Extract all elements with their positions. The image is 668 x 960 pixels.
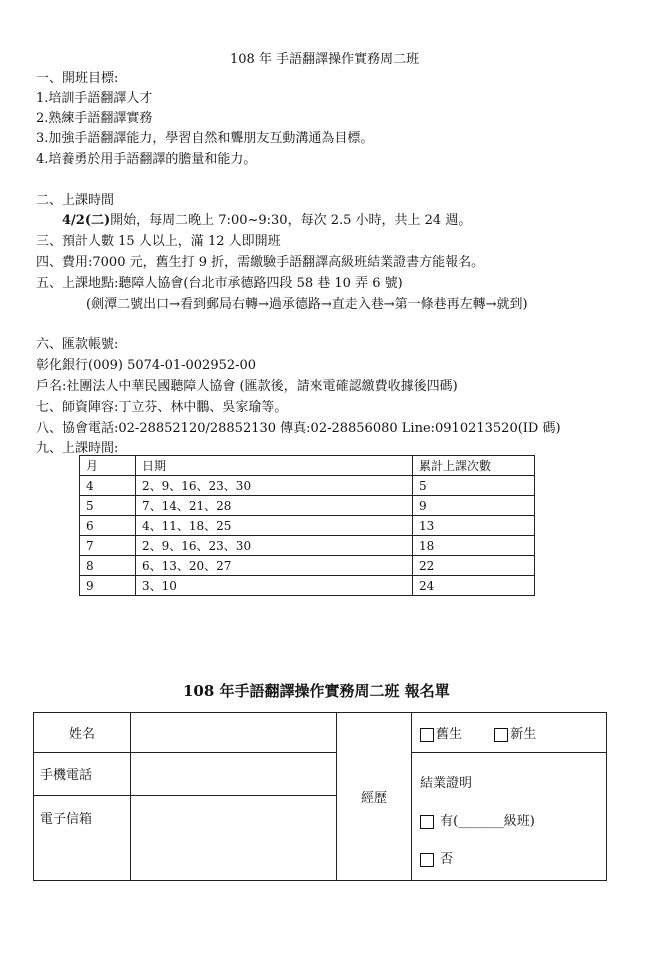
time-detail-text: 開始，每周二晚上 7:00~9:30，每次 2.5 小時，共上 24 週。 (110, 213, 472, 228)
enrollment-info: 三、預計人數 15 人以上，滿 12 人即開班 (36, 234, 281, 249)
phone-info: 八、協會電話:02-28852120/28852130 傳真:02-28856080 Line:0910213520(ID 碼) (36, 421, 561, 436)
certificate-no-checkbox[interactable] (420, 853, 434, 867)
cell-month: 9 (80, 576, 136, 596)
old-student-checkbox[interactable] (420, 728, 434, 742)
table-row (80, 536, 535, 556)
email-label: 電子信箱 (34, 795, 131, 880)
cell-dates: 2、9、16、23、30 (136, 536, 413, 556)
teachers-info: 七、師資陣容:丁立芬、林中鵬、吳家瑜等。 (36, 400, 288, 415)
cell-month: 5 (80, 496, 136, 516)
table-row (80, 496, 535, 516)
name-label: 姓名 (34, 713, 131, 753)
goal-item: 4.培養勇於用手語翻譯的膽量和能力。 (36, 152, 257, 167)
bank-heading: 六、匯款帳號: (36, 337, 119, 352)
registration-form (33, 712, 607, 881)
certificate-yes-checkbox[interactable] (420, 815, 434, 829)
cell-count: 9 (413, 496, 535, 516)
cell-dates: 3、10 (136, 576, 413, 596)
directions-info: (劍潭二號出口→看到郵局右轉→過承德路→直走入巷→第一條巷再左轉→就到) (86, 297, 528, 312)
table-row (80, 576, 535, 596)
column-header: 日期 (136, 456, 413, 476)
location-info: 五、上課地點:聽障人協會(台北市承德路四段 58 巷 10 弄 6 號) (36, 276, 403, 291)
table-row (80, 556, 535, 576)
table-row (80, 476, 535, 496)
cell-count: 13 (413, 516, 535, 536)
goal-item: 3.加強手語翻譯能力，學習自然和聾朋友互動溝通為目標。 (36, 131, 374, 146)
mobile-field[interactable] (131, 753, 337, 796)
schedule-heading: 九、上課時間: (36, 441, 119, 456)
new-student-checkbox[interactable] (494, 728, 508, 742)
cell-dates: 2、9、16、23、30 (136, 476, 413, 496)
cell-dates: 6、13、20、27 (136, 556, 413, 576)
cell-month: 6 (80, 516, 136, 536)
cell-count: 22 (413, 556, 535, 576)
new-student-label: 新生 (510, 727, 537, 742)
cell-count: 5 (413, 476, 535, 496)
cell-dates: 4、11、18、25 (136, 516, 413, 536)
old-student-label: 舊生 (436, 727, 463, 742)
student-type-cell (412, 713, 607, 753)
cell-count: 24 (413, 576, 535, 596)
certificate-cell (412, 753, 607, 881)
cell-month: 7 (80, 536, 136, 556)
table-row (80, 516, 535, 536)
bank-account: 彰化銀行(009) 5074-01-002952-00 (36, 358, 257, 373)
certificate-yes-label: 有(_______級班) (440, 814, 535, 829)
table-header-row (80, 456, 535, 476)
goal-item: 1.培訓手語翻譯人才 (36, 91, 153, 106)
column-header: 累計上課次數 (413, 456, 535, 476)
account-name: 戶名:社團法人中華民國聽障人協會 (匯款後，請來電確認繳費收據後四碼) (36, 379, 458, 394)
cell-month: 4 (80, 476, 136, 496)
email-field[interactable] (131, 795, 337, 880)
cell-count: 18 (413, 536, 535, 556)
cell-month: 8 (80, 556, 136, 576)
cell-dates: 7、14、21、28 (136, 496, 413, 516)
experience-label: 經歷 (337, 713, 412, 881)
goals-heading: 一、開班目標: (36, 71, 119, 86)
mobile-label: 手機電話 (34, 753, 131, 796)
certificate-label: 結業證明 (420, 776, 473, 791)
name-field[interactable] (131, 713, 337, 753)
schedule-table (79, 455, 535, 596)
form-title: 108 年手語翻譯操作實務周二班 報名單 (183, 682, 450, 700)
time-heading: 二、上課時間 (36, 193, 115, 208)
page-title: 108 年 手語翻譯操作實務周二班 (230, 52, 420, 67)
column-header: 月 (80, 456, 136, 476)
goal-item: 2.熟練手語翻譯實務 (36, 111, 153, 126)
start-date: 4/2(二) (62, 213, 111, 228)
time-detail (62, 209, 471, 228)
fee-info: 四、費用:7000 元，舊生打 9 折，需繳驗手語翻譯高級班結業證書方能報名。 (36, 255, 485, 270)
certificate-no-label: 否 (440, 852, 454, 867)
